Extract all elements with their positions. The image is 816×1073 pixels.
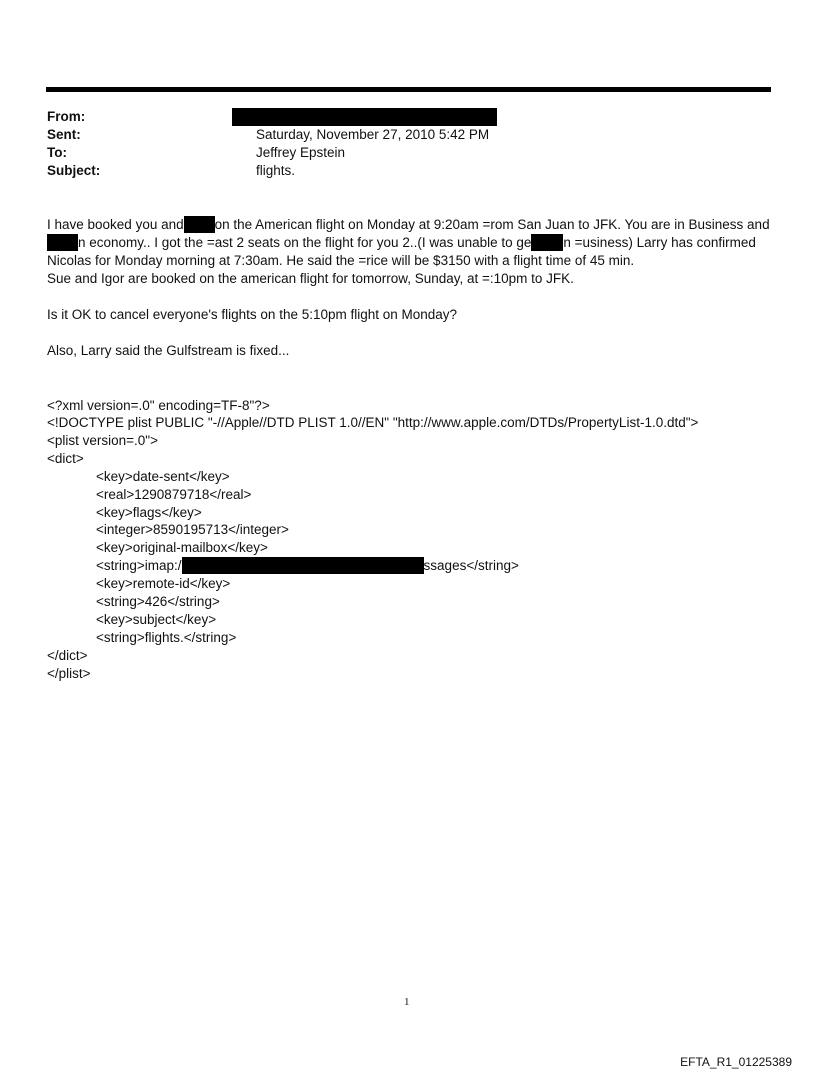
sent-value: Saturday, November 27, 2010 5:42 PM — [256, 127, 490, 142]
xml-line: </plist> — [47, 666, 91, 681]
body-line-2-b: n =usiness) Larry has confirmed — [563, 235, 756, 250]
body-line-1 — [47, 216, 770, 234]
body-paragraph-3: Also, Larry said the Gulfstream is fixed... — [47, 343, 290, 358]
from-redaction — [256, 108, 497, 126]
xml-line-redacted — [47, 557, 519, 575]
xml-line: <key>remote-id</key> — [96, 576, 231, 591]
xml-line: <string>flights.</string> — [96, 630, 237, 645]
from-label: From: — [47, 109, 86, 124]
xml-line: <key>original-mailbox</key> — [96, 540, 268, 555]
header-rule — [46, 87, 771, 92]
body-line-2 — [47, 234, 756, 252]
page-number: 1 — [404, 996, 410, 1008]
to-value: Jeffrey Epstein — [256, 145, 346, 160]
xml-line: <key>subject</key> — [96, 612, 217, 627]
xml-line: <string>426</string> — [96, 594, 220, 609]
xml-line: <real>1290879718</real> — [96, 487, 252, 502]
to-label: To: — [47, 145, 67, 160]
xml-line: </dict> — [47, 648, 88, 663]
footer-id: EFTA_R1_01225389 — [680, 1055, 792, 1069]
sent-label: Sent: — [47, 127, 81, 142]
xml-line: <plist version=.0"> — [47, 433, 158, 448]
xml-line: <!DOCTYPE plist PUBLIC "-//Apple//DTD PLIST 1.0//EN" "http://www.apple.com/DTDs/PropertyList-1.0.dtd"> — [47, 415, 699, 430]
xml-line: <dict> — [47, 451, 84, 466]
body-paragraph-2: Is it OK to cancel everyone's flights on the 5:10pm flight on Monday? — [47, 307, 458, 322]
redaction-box — [47, 234, 78, 251]
redaction-box — [184, 216, 215, 233]
xml-line-10-a: <string>imap:/ — [96, 558, 182, 573]
xml-line-10-b: ssages</string> — [423, 558, 519, 573]
xml-line: <key>date-sent</key> — [96, 469, 230, 484]
subject-label: Subject: — [47, 163, 101, 178]
redaction-box — [531, 234, 563, 251]
xml-line: <key>flags</key> — [96, 505, 202, 520]
body-line-3: Nicolas for Monday morning at 7:30am. He said the =rice will be $3150 with a flight time of 45 min. — [47, 253, 635, 268]
subject-value: flights. — [256, 163, 296, 178]
body-line-1-b: on the American flight on Monday at 9:20am =rom San Juan to JFK. You are in Business and — [214, 217, 770, 232]
redaction-box — [182, 557, 424, 574]
xml-line: <integer>8590195713</integer> — [96, 522, 289, 537]
body-line-4: Sue and Igor are booked on the american flight for tomorrow, Sunday, at =:10pm to JFK. — [47, 271, 574, 286]
xml-line: <?xml version=.0" encoding=TF-8"?> — [47, 398, 270, 413]
body-line-1-a: I have booked you and — [47, 217, 184, 232]
body-line-2-a: n economy.. I got the =ast 2 seats on the flight for you 2..(I was unable to ge — [78, 235, 532, 250]
